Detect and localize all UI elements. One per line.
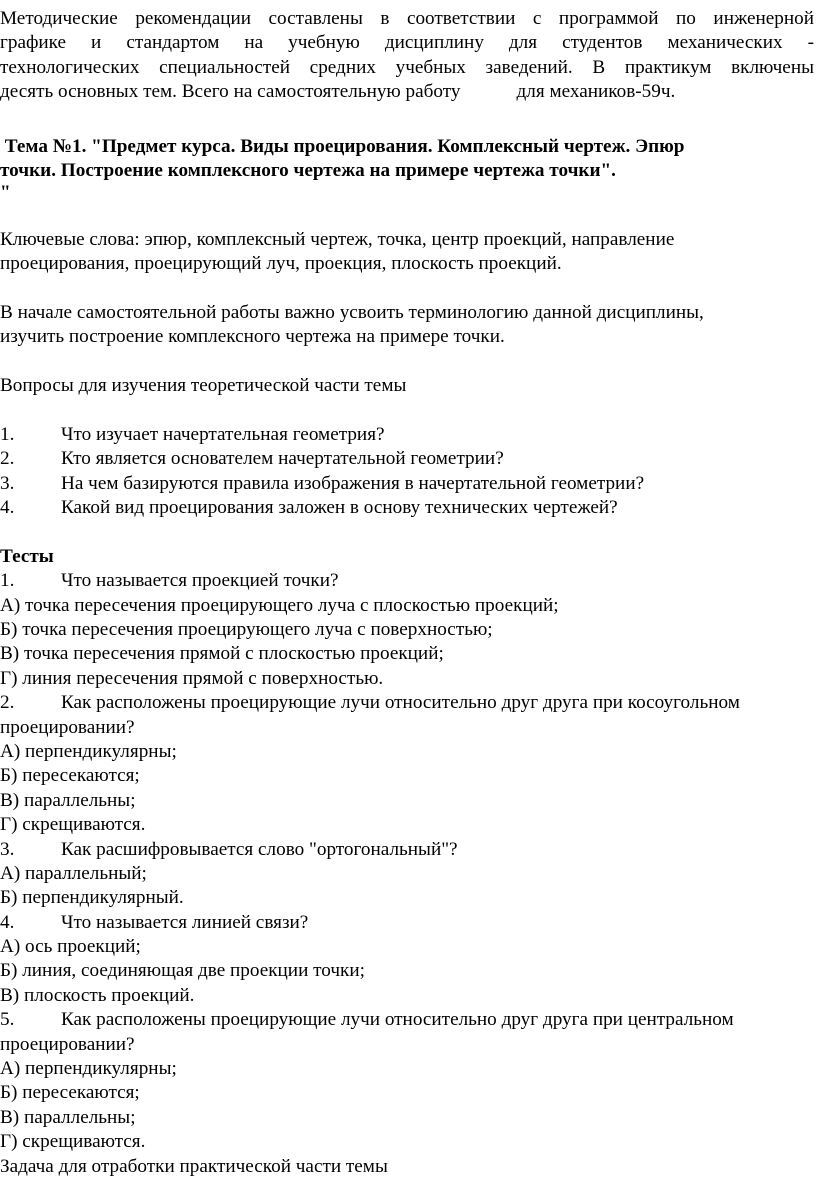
- test-option: Б) перпендикулярный.: [0, 887, 184, 909]
- test-option: Г) скрещиваются.: [0, 814, 146, 836]
- test-option: Г) скрещиваются.: [0, 1131, 146, 1153]
- test-question: 1. Что называется проекцией точки?: [0, 570, 339, 592]
- topic-title-line: ": [0, 181, 11, 203]
- test-option: В) точка пересечения прямой с плоскостью проекций;: [0, 643, 444, 665]
- test-question: 3. Как расшифровывается слово "ортогональный"?: [0, 838, 458, 860]
- task-heading: Задача для отработки практической части темы: [0, 1155, 388, 1177]
- test-option: Б) пересекаются;: [0, 1082, 140, 1104]
- keywords-paragraph: [0, 228, 814, 277]
- start-line: В начале самостоятельной работы важно усвоить терминологию данной дисциплины,: [0, 301, 704, 323]
- topic-title-line: точки. Построение комплексного чертежа на примере чертежа точки".: [0, 160, 616, 182]
- test-option: В) параллельны;: [0, 789, 136, 811]
- test-option: Б) точка пересечения проецирующего луча с поверхностью;: [0, 618, 493, 640]
- tests-heading: Тесты: [0, 545, 54, 567]
- intro-line: [0, 80, 814, 104]
- test-question-cont: проецировании?: [0, 1033, 135, 1055]
- start-paragraph: [0, 301, 814, 350]
- test-option: А) перпендикулярны;: [0, 1058, 177, 1080]
- test-option: А) ось проекций;: [0, 936, 141, 958]
- test-question: 5. Как расположены проецирующие лучи относительно друг друга при центральном: [0, 1009, 734, 1031]
- intro-line-part: для механиков-59ч.: [516, 81, 676, 103]
- topic-title-line: Тема №1. "Предмет курса. Виды проецирования. Комплексный чертеж. Эпюр: [0, 135, 685, 157]
- test-question-cont: проецировании?: [0, 716, 135, 738]
- list-item: 4. Какой вид проецирования заложен в основу технических чертежей?: [0, 497, 618, 519]
- topic-heading: [0, 135, 814, 202]
- test-option: Б) пересекаются;: [0, 765, 140, 787]
- test-option: Г) линия пересечения прямой с поверхностью.: [0, 667, 384, 689]
- test-option: А) перпендикулярны;: [0, 740, 177, 762]
- list-item: 3. На чем базируются правила изображения в начертательной геометрии?: [0, 472, 645, 494]
- test-option: Б) линия, соединяющая две проекции точки;: [0, 960, 365, 982]
- questions-heading: Вопросы для изучения теоретической части темы: [0, 375, 407, 397]
- test-option: А) параллельный;: [0, 862, 147, 884]
- test-question: 4. Что называется линией связи?: [0, 911, 309, 933]
- list-item: 2. Кто является основателем начертательной геометрии?: [0, 448, 504, 470]
- test-option: В) плоскость проекций.: [0, 984, 195, 1006]
- intro-line: технологических специальностей средних учебных заведений. В практикум включены: [0, 56, 814, 78]
- intro-line: графике и стандартом на учебную дисциплину для студентов механических -: [0, 32, 814, 54]
- intro-paragraph: [0, 7, 814, 105]
- document-page: [0, 7, 814, 1179]
- start-line: изучить построение комплексного чертежа на примере точки.: [0, 326, 505, 348]
- test-question: 2. Как расположены проецирующие лучи относительно друг друга при косоугольном: [0, 692, 740, 714]
- intro-line-part: десять основных тем. Всего на самостоятельную работу: [0, 81, 461, 103]
- test-option: А) точка пересечения проецирующего луча с плоскостью проекций;: [0, 594, 559, 616]
- list-item: 1. Что изучает начертательная геометрия?: [0, 423, 385, 445]
- questions-list: [0, 423, 814, 521]
- intro-line: Методические рекомендации составлены в соответствии с программой по инженерной: [0, 8, 814, 29]
- test-option: В) параллельны;: [0, 1106, 136, 1128]
- keywords-line: проецирования, проецирующий луч, проекция, плоскость проекций.: [0, 253, 562, 275]
- keywords-line: Ключевые слова: эпюр, комплексный чертеж, точка, центр проекций, направление: [0, 228, 675, 250]
- tests-section: [0, 545, 814, 1155]
